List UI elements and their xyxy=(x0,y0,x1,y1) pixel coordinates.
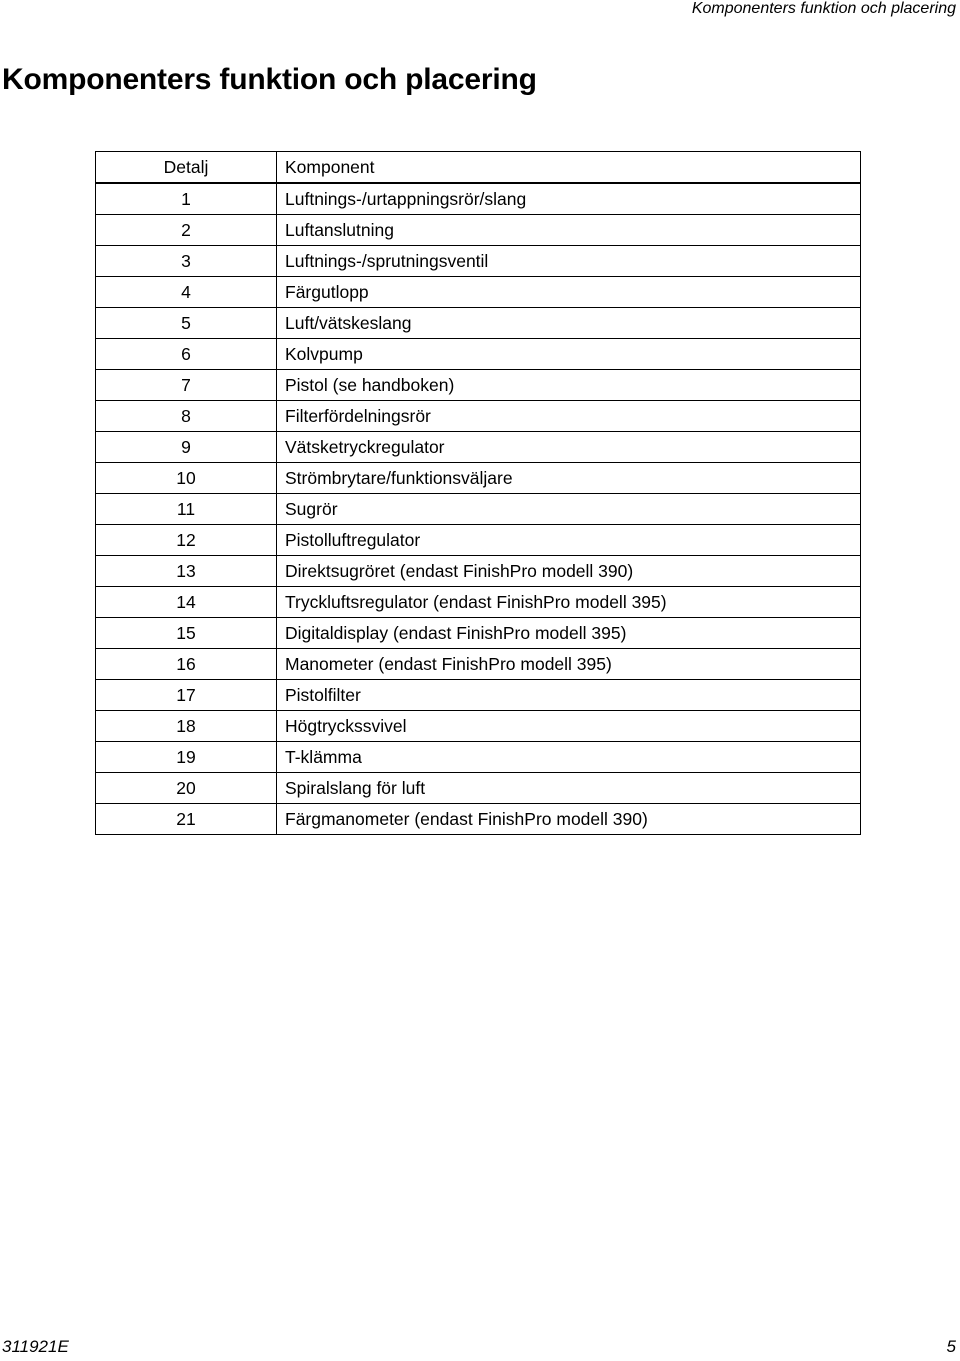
component-cell: Högtryckssvivel xyxy=(277,711,861,742)
detail-cell: 6 xyxy=(96,339,277,370)
component-cell: Luftanslutning xyxy=(277,215,861,246)
component-cell: Kolvpump xyxy=(277,339,861,370)
component-cell: Filterfördelningsrör xyxy=(277,401,861,432)
running-header: Komponenters funktion och placering xyxy=(691,0,956,17)
table-row xyxy=(96,494,861,525)
document-number: 311921E xyxy=(2,1337,69,1356)
table-row xyxy=(96,680,861,711)
page-number: 5 xyxy=(946,1337,956,1356)
components-table xyxy=(95,151,861,835)
component-cell: Färgmanometer (endast FinishPro modell 390) xyxy=(277,804,861,835)
table-row xyxy=(96,339,861,370)
detail-cell: 4 xyxy=(96,277,277,308)
detail-cell: 9 xyxy=(96,432,277,463)
table-row xyxy=(96,525,861,556)
component-cell: Färgutlopp xyxy=(277,277,861,308)
detail-cell: 11 xyxy=(96,494,277,525)
table-row xyxy=(96,773,861,804)
component-cell: Luftnings-/sprutningsventil xyxy=(277,246,861,277)
component-cell: Luft/vätskeslang xyxy=(277,308,861,339)
header-component: Komponent xyxy=(277,152,861,184)
table-row xyxy=(96,246,861,277)
detail-cell: 17 xyxy=(96,680,277,711)
detail-cell: 21 xyxy=(96,804,277,835)
component-cell: Pistolluftregulator xyxy=(277,525,861,556)
component-cell: Manometer (endast FinishPro modell 395) xyxy=(277,649,861,680)
header-detail: Detalj xyxy=(96,152,277,184)
table-row xyxy=(96,587,861,618)
component-cell: Tryckluftsregulator (endast FinishPro modell 395) xyxy=(277,587,861,618)
component-cell: Luftnings-/urtappningsrör/slang xyxy=(277,183,861,215)
component-cell: T-klämma xyxy=(277,742,861,773)
detail-cell: 12 xyxy=(96,525,277,556)
table-row xyxy=(96,556,861,587)
detail-cell: 7 xyxy=(96,370,277,401)
detail-cell: 13 xyxy=(96,556,277,587)
component-cell: Digitaldisplay (endast FinishPro modell 395) xyxy=(277,618,861,649)
detail-cell: 15 xyxy=(96,618,277,649)
table-row xyxy=(96,804,861,835)
component-cell: Vätsketryckregulator xyxy=(277,432,861,463)
detail-cell: 5 xyxy=(96,308,277,339)
detail-cell: 2 xyxy=(96,215,277,246)
table-row xyxy=(96,183,861,215)
table-row xyxy=(96,649,861,680)
detail-cell: 1 xyxy=(96,183,277,215)
table-row xyxy=(96,618,861,649)
detail-cell: 8 xyxy=(96,401,277,432)
detail-cell: 14 xyxy=(96,587,277,618)
table-header-row xyxy=(96,152,861,184)
table-row xyxy=(96,432,861,463)
table-row xyxy=(96,742,861,773)
component-cell: Strömbrytare/funktionsväljare xyxy=(277,463,861,494)
page-title: Komponenters funktion och placering xyxy=(2,63,537,96)
table-row xyxy=(96,370,861,401)
table-row xyxy=(96,215,861,246)
detail-cell: 16 xyxy=(96,649,277,680)
detail-cell: 19 xyxy=(96,742,277,773)
table-row xyxy=(96,308,861,339)
detail-cell: 18 xyxy=(96,711,277,742)
component-cell: Direktsugröret (endast FinishPro modell 390) xyxy=(277,556,861,587)
detail-cell: 3 xyxy=(96,246,277,277)
table-row xyxy=(96,277,861,308)
component-cell: Pistolfilter xyxy=(277,680,861,711)
component-cell: Sugrör xyxy=(277,494,861,525)
component-cell: Spiralslang för luft xyxy=(277,773,861,804)
detail-cell: 10 xyxy=(96,463,277,494)
table-row xyxy=(96,711,861,742)
table-row xyxy=(96,463,861,494)
detail-cell: 20 xyxy=(96,773,277,804)
component-cell: Pistol (se handboken) xyxy=(277,370,861,401)
table-row xyxy=(96,401,861,432)
